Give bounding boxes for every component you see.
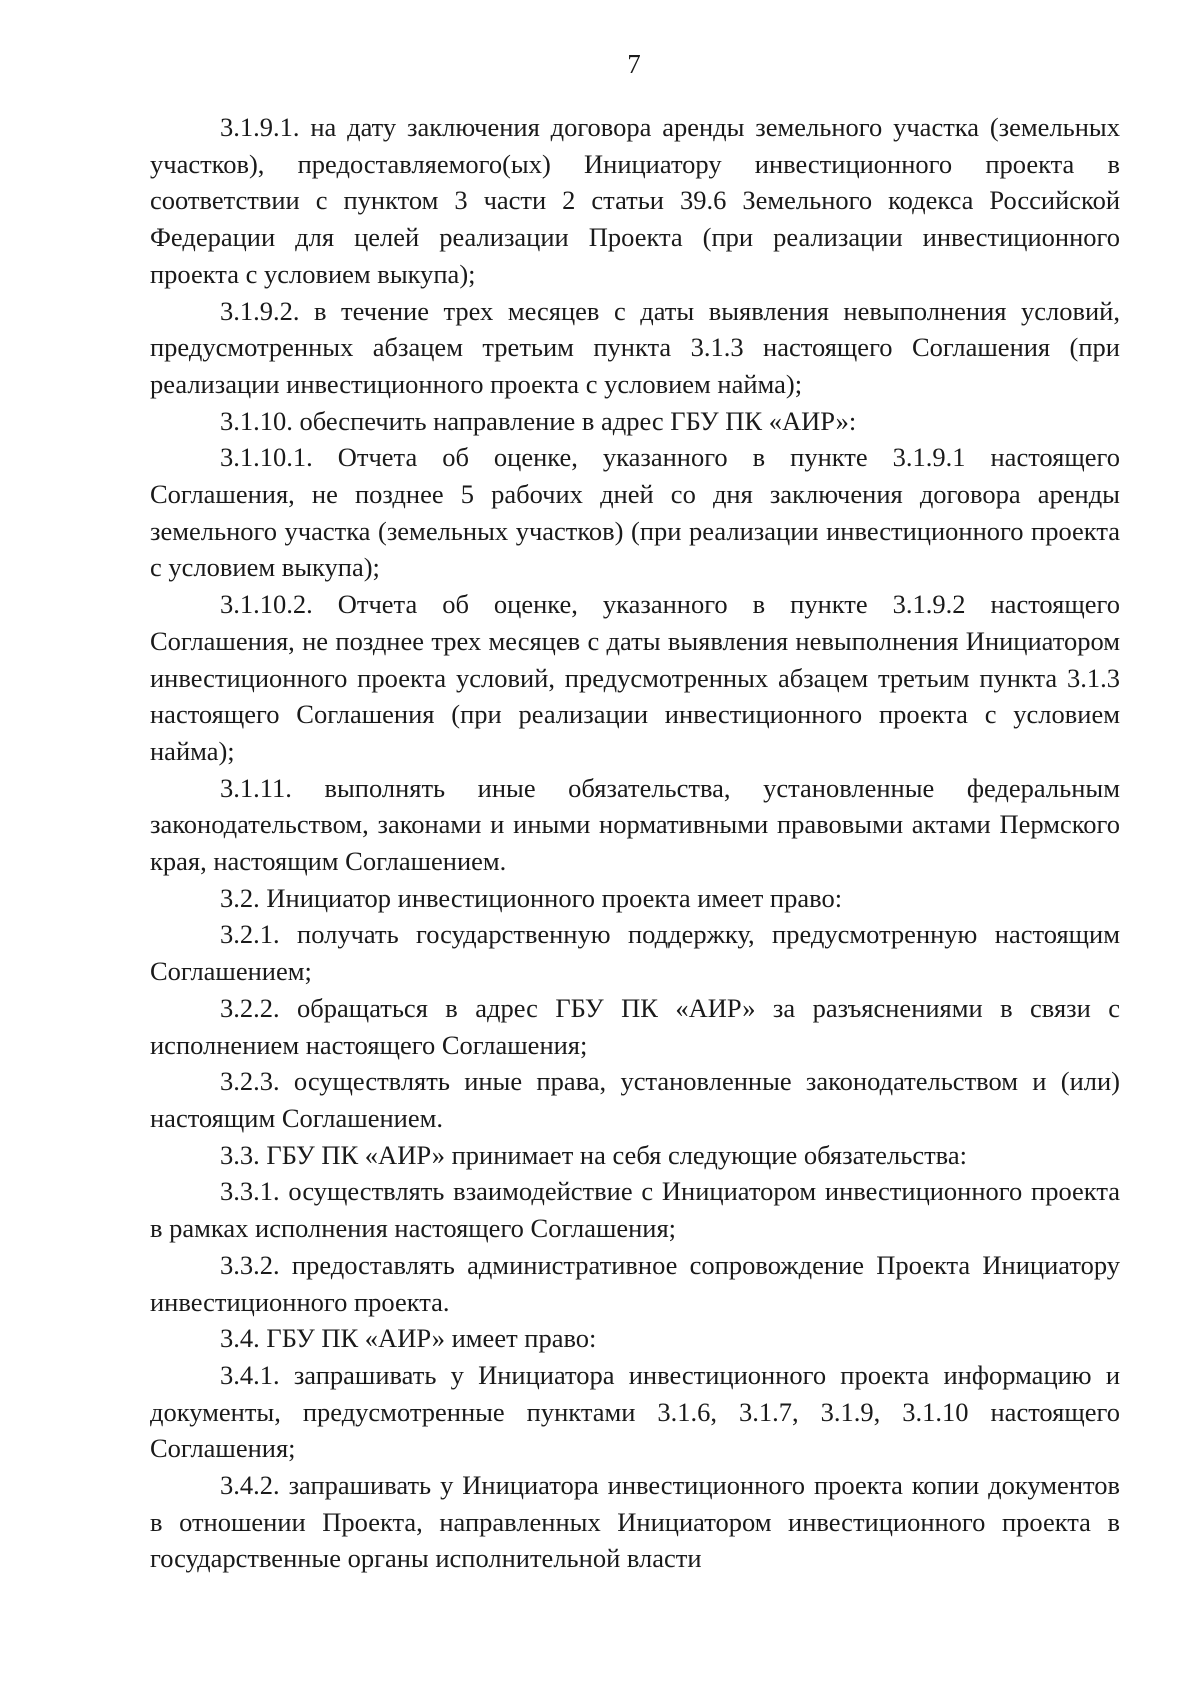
paragraph-3-4-1: 3.4.1. запрашивать у Инициатора инвестиционного проекта информацию и документы, предусмотренные пунктами 3.1.6, 3.1.7, 3.1.9, 3.1.10 настоящего Соглашения; — [150, 1359, 1120, 1464]
paragraph-3-1-10-2: 3.1.10.2. Отчета об оценке, указанного в пункте 3.1.9.2 настоящего Соглашения, не позднее трех месяцев с даты выявления невыполнения Инициатором инвестиционного проекта условий, предусмотренных абзацем третьим пункта 3.1.3 настоящего Соглашения (при реализации инвестиционного проекта с условием найма); — [150, 589, 1120, 766]
paragraph-3-1-11: 3.1.11. выполнять иные обязательства, установленные федеральным законодательством, законами и иными нормативными правовыми актами Пермского края, настоящим Соглашением. — [150, 772, 1120, 877]
paragraph-3-2-3: 3.2.3. осуществлять иные права, установленные законодательством и (или) настоящим Соглашением. — [150, 1066, 1120, 1133]
paragraph-3-2-1: 3.2.1. получать государственную поддержку, предусмотренную настоящим Соглашением; — [150, 919, 1120, 987]
paragraph-3-3-2: 3.3.2. предоставлять административное сопровождение Проекта Инициатору инвестиционного проекта. — [150, 1249, 1120, 1317]
paragraph-3-4: 3.4. ГБУ ПК «АИР» имеет право: — [220, 1323, 597, 1354]
paragraph-3-2-2: 3.2.2. обращаться в адрес ГБУ ПК «АИР» за разъяснениями в связи с исполнением настоящего Соглашения; — [150, 992, 1120, 1060]
paragraph-3-1-10: 3.1.10. обеспечить направление в адрес ГБУ ПК «АИР»: — [220, 405, 857, 436]
paragraph-3-4-2: 3.4.2. запрашивать у Инициатора инвестиционного проекта копии документов в отношении Проекта, направленных Инициатором инвестиционного проекта в государственные органы исполнительной власти — [150, 1470, 1120, 1574]
page-number: 7 — [627, 49, 641, 79]
paragraph-3-1-9-1: 3.1.9.1. на дату заключения договора аренды земельного участка (земельных участков), предоставляемого(ых) Инициатору инвестиционного проекта в соответствии с пунктом 3 части 2 статьи 39.6 Земельного кодекса Российской Федерации для целей реализации Проекта (при реализации инвестиционного проекта с условием выкупа); — [150, 112, 1120, 289]
paragraph-3-3: 3.3. ГБУ ПК «АИР» принимает на себя следующие обязательства: — [220, 1139, 967, 1170]
paragraph-3-2: 3.2. Инициатор инвестиционного проекта имеет право: — [220, 882, 843, 913]
document-body — [150, 109, 1120, 1577]
paragraph-3-1-10-1: 3.1.10.1. Отчета об оценке, указанного в пункте 3.1.9.1 настоящего Соглашения, не позднее 5 рабочих дней со дня заключения договора аренды земельного участка (земельных участков) (при реализации инвестиционного проекта с условием выкупа); — [150, 442, 1120, 583]
paragraph-3-1-9-2: 3.1.9.2. в течение трех месяцев с даты выявления невыполнения условий, предусмотренных абзацем третьим пункта 3.1.3 настоящего Соглашения (при реализации инвестиционного проекта с условием найма); — [150, 295, 1120, 399]
paragraph-3-3-1: 3.3.1. осуществлять взаимодействие с Инициатором инвестиционного проекта в рамках исполнения настоящего Соглашения; — [150, 1176, 1120, 1244]
